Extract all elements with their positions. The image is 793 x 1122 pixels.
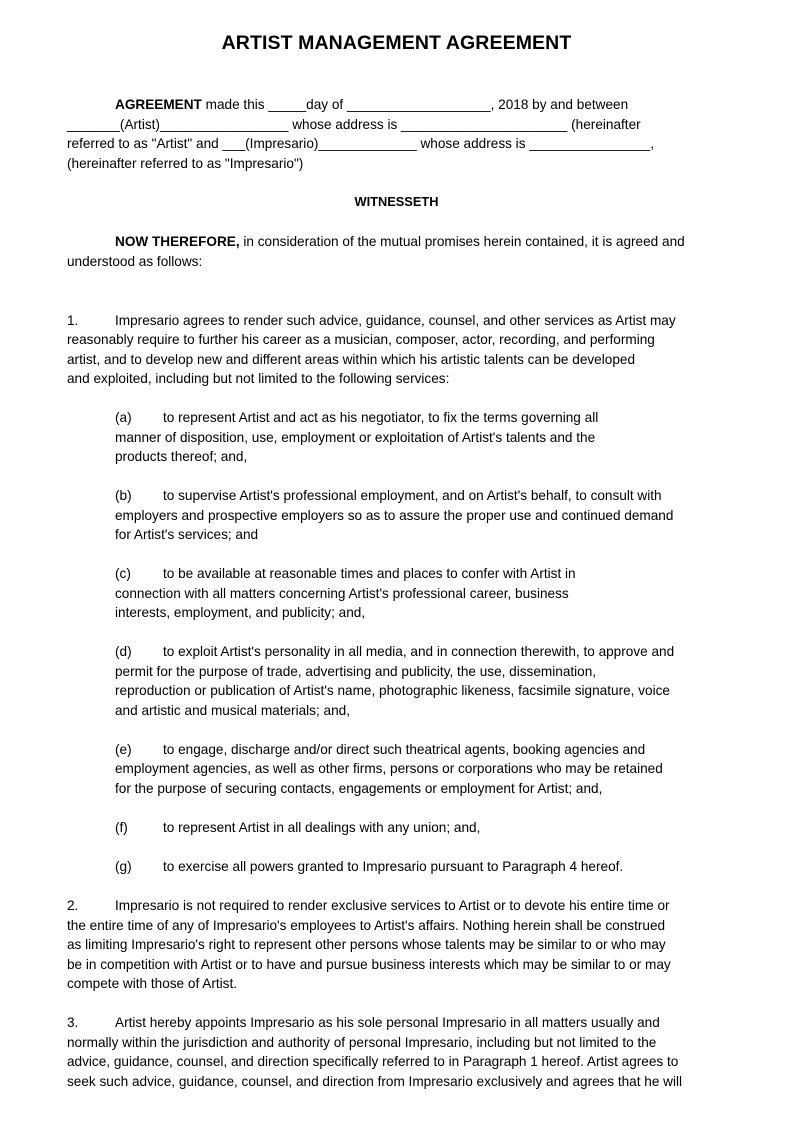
clause-b-line: to supervise Artist's professional employment, and on Artist's behalf, to consult with: [163, 488, 662, 503]
section-3-line: normally within the jurisdiction and authority of personal Impresario, including but not limited to the: [67, 1035, 657, 1050]
clause-a-label: (a): [115, 410, 132, 425]
now-therefore-line-1: [115, 232, 685, 252]
section-1-number: 1.: [67, 313, 79, 328]
clause-b-line: employers and prospective employers so as to assure the proper use and continued demand: [115, 508, 674, 523]
clause-d-first-line: [115, 642, 674, 662]
clause-c-line: to be available at reasonable times and places to confer with Artist in: [163, 566, 576, 581]
section-3-line: advice, guidance, counsel, and direction specifically referred to in Paragraph 1 hereof. Artist agrees to: [67, 1054, 679, 1069]
clause-d-line: to exploit Artist's personality in all media, and in connection therewith, to approve and: [163, 644, 675, 659]
clause-f-line: to represent Artist in all dealings with any union; and,: [163, 820, 481, 835]
clause-e-first-line: [115, 740, 645, 760]
clause-c-line: connection with all matters concerning Artist's professional career, business: [115, 586, 569, 601]
section-2-line: Impresario is not required to render exclusive services to Artist or to devote his entire time or: [115, 898, 670, 913]
clause-e-line: for the purpose of securing contacts, engagements or employment for Artist; and,: [115, 781, 603, 796]
now-therefore-line-1-rest: in consideration of the mutual promises herein contained, it is agreed and: [239, 234, 685, 249]
section-1-line: reasonably require to further his career as a musician, composer, actor, recording, and performing: [67, 332, 655, 347]
section-2-line: as limiting Impresario's right to represent other persons whose talents may be similar to or who may: [67, 937, 666, 952]
now-therefore-bold-lead: NOW THEREFORE,: [115, 234, 240, 249]
section-2-line: compete with those of Artist.: [67, 976, 238, 991]
preamble-line-2: _______(Artist)_________________ whose address is ______________________ (hereinafter: [67, 117, 641, 132]
clause-g-first-line: [115, 857, 623, 877]
clause-e-line: employment agencies, as well as other firms, persons or corporations who may be retained: [115, 761, 663, 776]
clause-c-line: interests, employment, and publicity; and,: [115, 605, 366, 620]
clause-f-label: (f): [115, 820, 128, 835]
section-2-first-line: [67, 896, 670, 916]
clause-a-line: manner of disposition, use, employment or exploitation of Artist's talents and the: [115, 430, 596, 445]
now-therefore-line-2: understood as follows:: [67, 254, 203, 269]
clause-a-first-line: [115, 408, 598, 428]
clause-b-line: for Artist's services; and: [115, 527, 259, 542]
section-3-number: 3.: [67, 1015, 79, 1030]
clause-d-line: permit for the purpose of trade, advertising and publicity, the use, dissemination,: [115, 664, 597, 679]
section-2-number: 2.: [67, 898, 79, 913]
section-1-first-line: [67, 311, 676, 331]
clause-e-label: (e): [115, 742, 132, 757]
clause-a-line: to represent Artist and act as his negotiator, to fix the terms governing all: [163, 410, 599, 425]
clause-g-line: to exercise all powers granted to Impresario pursuant to Paragraph 4 hereof.: [163, 859, 624, 874]
section-3-first-line: [67, 1013, 660, 1033]
agreement-bold-lead: AGREEMENT: [115, 97, 202, 112]
clause-b-label: (b): [115, 488, 132, 503]
clause-e-line: to engage, discharge and/or direct such theatrical agents, booking agencies and: [163, 742, 646, 757]
clause-b-first-line: [115, 486, 662, 506]
preamble-line-4: (hereinafter referred to as "Impresario"): [67, 156, 304, 171]
preamble-line-1-rest: made this _____day of ___________________, 2018 by and between: [201, 97, 629, 112]
clause-c-label: (c): [115, 566, 131, 581]
clause-d-label: (d): [115, 644, 132, 659]
section-1-line: Impresario agrees to render such advice, guidance, counsel, and other services as Artist may: [115, 313, 676, 328]
document-title: ARTIST MANAGEMENT AGREEMENT: [221, 32, 572, 54]
section-1-line: artist, and to develop new and different areas within which his artistic talents can be developed: [67, 352, 636, 367]
clause-a-line: products thereof; and,: [115, 449, 248, 464]
clause-d-line: and artistic and musical materials; and,: [115, 703, 350, 718]
clause-f-first-line: [115, 818, 480, 838]
witnesseth-heading: WITNESSETH: [354, 194, 439, 209]
section-3-line: seek such advice, guidance, counsel, and direction from Impresario exclusively and agrees that he will: [67, 1074, 683, 1089]
clause-c-first-line: [115, 564, 576, 584]
section-3-line: Artist hereby appoints Impresario as his sole personal Impresario in all matters usually and: [115, 1015, 660, 1030]
section-2-line: be in competition with Artist or to have and pursue business interests which may be similar to or may: [67, 957, 671, 972]
preamble-line-1: [115, 95, 628, 115]
preamble-line-3: referred to as "Artist" and ___(Impresario)_____________ whose address is ________________,: [67, 136, 655, 151]
section-2-line: the entire time of any of Impresario's employees to Artist's affairs. Nothing herein shall be construed: [67, 918, 666, 933]
section-1-line: and exploited, including but not limited to the following services:: [67, 371, 450, 386]
clause-d-line: reproduction or publication of Artist's name, photographic likeness, facsimile signature, voice: [115, 683, 670, 698]
clause-g-label: (g): [115, 859, 132, 874]
